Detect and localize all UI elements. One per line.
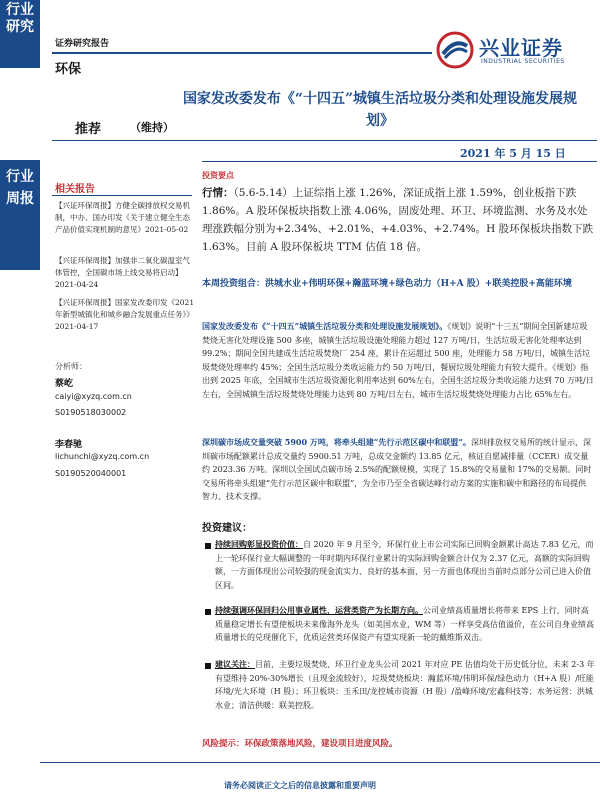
policy-text: 《规划》说明“十三五”期间全国新建垃圾焚烧无害化处理设施 500 多座，城镇生活垃圾设施处理能力超过 127 万吨/日，生活垃圾无害化处理率达到 99.2%；期间全国共建成生活垃圾焚烧厂 254 座，累计在运超过 500 座，处理能力 58 万吨/日，城镇生活垃圾焚烧处理率约 45%；全国生活垃圾分类收运能力约 50 万吨/日，餐厨垃圾处理能力有较大提升。《规划》指出到 2025 年底，全国城市生活垃圾资源化利用率达到 60%左右，全国生活垃圾分类收运能力达到 70 万吨/日左右，全国城镇生活垃圾焚烧处理能力达到 80 万吨/日左右，城市生活垃圾焚烧处理能力占比 65%左右。 — [202, 322, 594, 399]
bullet-icon — [205, 543, 211, 549]
logo-mark-icon — [435, 30, 475, 70]
sector-label: 环保 — [55, 62, 82, 77]
logo-english: INDUSTRIAL SECURITIES — [481, 58, 565, 65]
band-top-block — [0, 0, 40, 68]
risk-warning: 风险提示：环保政策落地风险，建设项目进度风险。 — [202, 739, 398, 749]
section-label: 投资要点 — [202, 170, 234, 180]
market-text: （5.6-5.14）上证综指上涨 1.26%，深证成指上涨 1.59%，创业板指下跌 1.86%。A 股环保板块指数上涨 4.06%，固废处理、环卫、环境监测、水务及水处理涨跌幅分别为+2.34%、+2.01%、+4.03%、+2.74%。H 股环保板块指数下跌 1.63%。目前 A 股环保板块 TTM 估值 18 倍。 — [202, 187, 594, 253]
bullet-icon — [205, 663, 211, 669]
policy-paragraph — [202, 320, 594, 401]
report-title: 国家发改委发布《“十四五”城镇生活垃圾分类和处理设施发展规划》 — [182, 91, 578, 129]
related-report-3[interactable]: 【兴证环保周报】国家发改委印发《2021 年新型城镇化和城乡融合发展重点任务》》2021-04-17 — [55, 298, 195, 331]
advice-label: 投资建议： — [202, 523, 252, 534]
bullet-text-1: 自 2020 年 9 月至今，环保行业上市公司实际已回购金额累计高达 7.83 亿元，而上一轮环保行业大幅调整的一年时期内环保行业累计的实际回购金额合计仅为 2.37 亿元，高额的实际回购额，一方面体现出公司较强的现金流实力、良好的基本面，另一方面也体现出当前时点部分公司已进入价值区间。 — [215, 540, 594, 590]
rating-rule — [52, 140, 597, 141]
market-paragraph — [202, 184, 594, 256]
analyst-name-1: 蔡屹 — [55, 379, 74, 389]
company-logo — [435, 30, 595, 75]
bullet-text-3: 目前，主要垃圾焚烧、环卫行业龙头公司 2021 年对应 PE 估值均处于历史低分位，未来 2-3 年有望维持 20%-30%增长（且现金流较好），垃圾焚烧板块：瀚蓝环境/伟明环保/绿色动力（H+A 股）/旺能环境/光大环境（H 股）；环卫板块：玉禾田/龙控城市资源（H 股）/盈峰环境/宏鑫科技等；水务运营：洪城水业；清洁供暖：联美控股。 — [215, 660, 595, 710]
related-report-2[interactable]: 【兴证环保周报】加强非二氧化碳温室气体管控，全国碳市场上线交易将启动】2021-04-24 — [55, 256, 190, 289]
footer-rule — [40, 762, 600, 763]
advice-bullet-2 — [215, 604, 595, 645]
related-report-1[interactable]: 【兴证环保周报】方健全碳排放权交易机制，中办、国办印发《关于建立健全生态产品价值实现机制的意见》2021-05-02 — [55, 201, 190, 234]
carbon-paragraph — [202, 436, 594, 504]
date-rule — [202, 161, 597, 162]
portfolio: 本周投资组合：洪城水业+伟明环保+瀚蓝环境+绿色动力（H+A 股）+联美控股+高能环境 — [202, 279, 572, 289]
carbon-text: 深圳排放权交易所的统计显示，深圳碳市场配额累计总成交量约 5900.51 万吨，总成交金额约 13.85 亿元，核证自愿减排量（CCER）成交量约 2023.36 万吨。深圳以全国试点碳市场 2.5%的配额规模，实现了 15.8%的交易量和 17%的交易额。同时交易所将牵头组建“先行示范区碳中和联盟”，为全市乃至全省碳达峰行动方案的实施和碳中和路径的布局提供智力、技术支撑。 — [202, 438, 592, 501]
carbon-lead: 深圳碳市场成交量突破 5900 万吨，将牵头组建“先行示范区碳中和联盟”。 — [202, 437, 472, 447]
logo-name: 兴业证券 — [479, 36, 563, 60]
left-band — [0, 0, 40, 800]
report-date: 2021 年 5 月 15 日 — [460, 147, 566, 160]
bullet-text-2: 公司业绩高质量增长将带来 EPS 上行，同时高质量稳定增长有望使板块未来像海外龙头（如美国水业，WM 等）一样享受高估值溢价，在公司自身业绩高质量增长的兑现催化下，优质运营类环保资产有望实现新一轮的戴维斯双击。 — [215, 606, 594, 642]
band-mid-block — [0, 160, 40, 270]
policy-lead: 国家发改委发布《“十四五”城镇生活垃圾分类和处理设施发展规划》。 — [202, 321, 448, 331]
related-reports-label: 相关报告 — [55, 184, 95, 195]
analyst-cert-2: S0190520040001 — [55, 469, 127, 478]
advice-bullet-3 — [215, 658, 595, 712]
market-lead: 行情： — [202, 187, 234, 199]
rating: 推荐 — [75, 122, 102, 137]
header-rule — [52, 52, 432, 54]
footer-disclaimer[interactable]: 请务必阅读正文之后的信息披露和重要声明 — [224, 781, 376, 790]
bullet-lead-2: 持续强调环保回归公用事业属性，运营类资产为长期方向。 — [215, 605, 423, 615]
advice-bullet-1 — [215, 538, 595, 592]
bullet-lead-3: 建议关注： — [215, 659, 255, 669]
rating-sub: （维持） — [130, 121, 174, 134]
analyst-label: 分析师： — [55, 362, 87, 371]
report-type: 证券研究报告 — [55, 39, 110, 49]
band-top-text: 行业研究 — [6, 2, 34, 35]
analyst-cert-1: S0190518030002 — [55, 408, 127, 417]
bullet-lead-1: 持续回购彰显投资价值： — [215, 539, 303, 549]
analyst-email-1[interactable]: caiyi@xyzq.com.cn — [55, 392, 132, 401]
bullet-icon — [205, 609, 211, 615]
related-reports-rule — [52, 195, 192, 196]
analyst-name-2: 李春驰 — [55, 440, 83, 450]
band-mid-text: 行业周报 — [6, 169, 34, 207]
analyst-email-2[interactable]: lichunchi@xyzq.com.cn — [55, 452, 150, 461]
